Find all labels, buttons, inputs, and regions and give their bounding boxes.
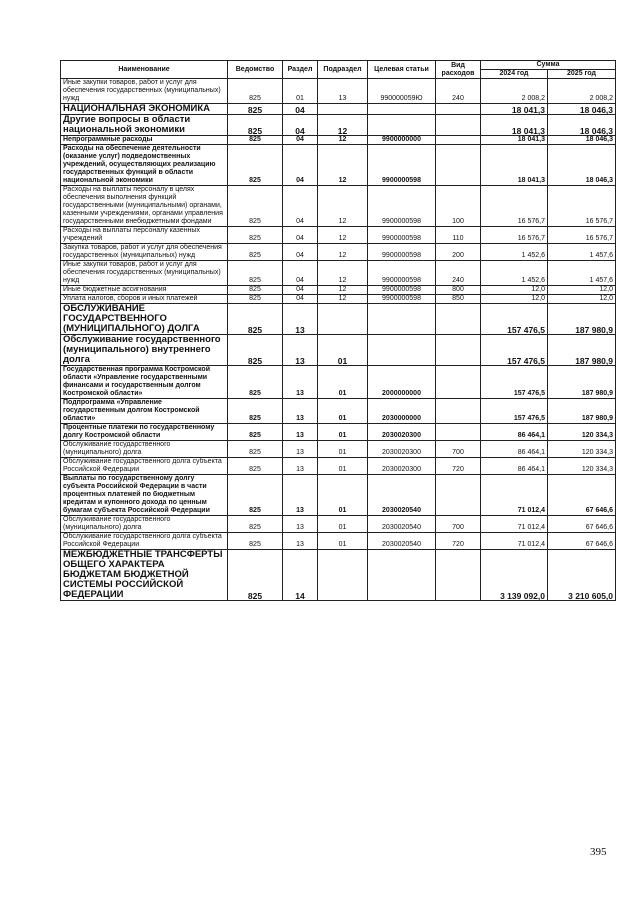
table-row <box>61 458 616 475</box>
cell-name: Процентные платежи по государственному долгу Костромской области <box>61 424 228 441</box>
cell-name: Обслуживание государственного (муниципального) долга <box>61 516 228 533</box>
cell-name: Выплаты по государственному долгу субъекта Российской Федерации в части процентных платежей по бюджетным кредитам и купонного дохода по ценным бумагам субъекта Российской Федерации <box>61 475 228 516</box>
cell-sum-2024: 1 452,6 <box>481 244 548 261</box>
col-name-header: Наименование <box>61 61 228 79</box>
cell-vid <box>436 366 481 399</box>
table-row <box>61 441 616 458</box>
table-row <box>61 424 616 441</box>
cell-vid: 240 <box>436 79 481 104</box>
cell-vid <box>436 104 481 115</box>
cell-podrazdel: 13 <box>318 79 368 104</box>
cell-sum-2025: 16 576,7 <box>548 227 616 244</box>
cell-sum-2024: 16 576,7 <box>481 227 548 244</box>
cell-vedomstvo: 825 <box>228 286 283 295</box>
cell-vid: 110 <box>436 227 481 244</box>
cell-sum-2024: 157 476,5 <box>481 399 548 424</box>
cell-razdel: 13 <box>283 424 318 441</box>
cell-vid <box>436 475 481 516</box>
cell-name: Расходы на выплаты персоналу в целях обеспечения выполнения функций государственными (муниципальными) органами, казенными учреждениями, органами управления государственными внебюджетными фондами <box>61 186 228 227</box>
cell-vedomstvo: 825 <box>228 261 283 286</box>
table-row <box>61 533 616 550</box>
table-header <box>61 61 616 79</box>
cell-razdel: 13 <box>283 516 318 533</box>
cell-sum-2024: 16 576,7 <box>481 186 548 227</box>
cell-vid <box>436 304 481 335</box>
cell-statya <box>368 115 436 136</box>
cell-vid <box>436 550 481 601</box>
cell-podrazdel: 01 <box>318 366 368 399</box>
cell-vedomstvo: 825 <box>228 145 283 186</box>
cell-sum-2025: 2 008,2 <box>548 79 616 104</box>
cell-vedomstvo: 825 <box>228 79 283 104</box>
cell-sum-2024: 12,0 <box>481 286 548 295</box>
cell-podrazdel <box>318 104 368 115</box>
cell-vedomstvo: 825 <box>228 335 283 366</box>
cell-vedomstvo: 825 <box>228 424 283 441</box>
cell-sum-2025: 12,0 <box>548 286 616 295</box>
cell-razdel: 04 <box>283 115 318 136</box>
table-row <box>61 244 616 261</box>
cell-vid: 800 <box>436 286 481 295</box>
table-row <box>61 261 616 286</box>
cell-podrazdel: 01 <box>318 458 368 475</box>
cell-vedomstvo: 825 <box>228 186 283 227</box>
cell-sum-2024: 18 041,3 <box>481 136 548 145</box>
col-vedomstvo-header: Ведомство <box>228 61 283 79</box>
cell-vid <box>436 136 481 145</box>
cell-sum-2025: 3 210 605,0 <box>548 550 616 601</box>
col-razdel-header: Раздел <box>283 61 318 79</box>
cell-name: МЕЖБЮДЖЕТНЫЕ ТРАНСФЕРТЫ ОБЩЕГО ХАРАКТЕРА БЮДЖЕТАМ БЮДЖЕТНОЙ СИСТЕМЫ РОССИЙСКОЙ ФЕДЕРАЦИИ <box>61 550 228 601</box>
cell-sum-2025: 187 980,9 <box>548 366 616 399</box>
cell-name: Иные закупки товаров, работ и услуг для обеспечения государственных (муниципальных) нужд <box>61 79 228 104</box>
cell-statya: 2030020540 <box>368 516 436 533</box>
cell-name: Закупка товаров, работ и услуг для обеспечения государственных (муниципальных) нужд <box>61 244 228 261</box>
cell-podrazdel: 12 <box>318 261 368 286</box>
cell-vid: 240 <box>436 261 481 286</box>
cell-name: Подпрограмма «Управление государственным долгом Костромской области» <box>61 399 228 424</box>
cell-sum-2025: 18 046,3 <box>548 145 616 186</box>
cell-podrazdel: 01 <box>318 475 368 516</box>
cell-statya: 2000000000 <box>368 366 436 399</box>
cell-sum-2025: 12,0 <box>548 295 616 304</box>
cell-name: Обслуживание государственного (муниципального) внутреннего долга <box>61 335 228 366</box>
cell-statya: 990000059Ю <box>368 79 436 104</box>
table-row <box>61 550 616 601</box>
cell-podrazdel <box>318 304 368 335</box>
cell-name: Непрограммные расходы <box>61 136 228 145</box>
cell-statya: 2030020300 <box>368 458 436 475</box>
cell-razdel: 14 <box>283 550 318 601</box>
cell-vid: 720 <box>436 533 481 550</box>
cell-sum-2024: 1 452,6 <box>481 261 548 286</box>
cell-podrazdel: 01 <box>318 441 368 458</box>
cell-razdel: 04 <box>283 295 318 304</box>
cell-podrazdel: 12 <box>318 136 368 145</box>
cell-sum-2024: 157 476,5 <box>481 335 548 366</box>
cell-sum-2024: 3 139 092,0 <box>481 550 548 601</box>
col-year2-header: 2025 год <box>548 70 616 79</box>
cell-sum-2024: 71 012,4 <box>481 475 548 516</box>
cell-podrazdel: 01 <box>318 533 368 550</box>
cell-sum-2025: 67 646,6 <box>548 516 616 533</box>
table-row <box>61 366 616 399</box>
cell-vid <box>436 399 481 424</box>
cell-name: Расходы на обеспечение деятельности (оказание услуг) подведомственных учреждений, осуществляющих реализацию государственных функций в области национальной экономики <box>61 145 228 186</box>
cell-razdel: 04 <box>283 261 318 286</box>
cell-name: ОБСЛУЖИВАНИЕ ГОСУДАРСТВЕННОГО (МУНИЦИПАЛЬНОГО) ДОЛГА <box>61 304 228 335</box>
cell-name: Государственная программа Костромской области «Управление государственными финансами и государственным долгом Костромской области» <box>61 366 228 399</box>
cell-sum-2025: 18 046,3 <box>548 136 616 145</box>
cell-name: Обслуживание государственного долга субъекта Российской Федерации <box>61 458 228 475</box>
cell-razdel: 13 <box>283 441 318 458</box>
cell-name: Иные бюджетные ассигнования <box>61 286 228 295</box>
cell-name: НАЦИОНАЛЬНАЯ ЭКОНОМИКА <box>61 104 228 115</box>
cell-sum-2025: 1 457,6 <box>548 244 616 261</box>
cell-statya: 9900000598 <box>368 186 436 227</box>
cell-podrazdel: 01 <box>318 335 368 366</box>
table-row <box>61 335 616 366</box>
cell-sum-2025: 120 334,3 <box>548 458 616 475</box>
col-summa-header: Сумма <box>481 61 616 70</box>
table-row <box>61 186 616 227</box>
cell-podrazdel: 01 <box>318 399 368 424</box>
cell-podrazdel: 12 <box>318 145 368 186</box>
cell-statya: 2030000000 <box>368 399 436 424</box>
cell-sum-2025: 18 046,3 <box>548 104 616 115</box>
cell-statya: 9900000598 <box>368 261 436 286</box>
cell-statya: 9900000598 <box>368 227 436 244</box>
table-row <box>61 399 616 424</box>
cell-razdel: 04 <box>283 227 318 244</box>
cell-vid <box>436 145 481 186</box>
cell-razdel: 04 <box>283 186 318 227</box>
cell-vid: 700 <box>436 441 481 458</box>
cell-vedomstvo: 825 <box>228 550 283 601</box>
cell-razdel: 04 <box>283 286 318 295</box>
cell-razdel: 04 <box>283 145 318 186</box>
cell-statya: 9900000598 <box>368 244 436 261</box>
cell-name: Уплата налогов, сборов и иных платежей <box>61 295 228 304</box>
cell-razdel: 13 <box>283 304 318 335</box>
cell-razdel: 13 <box>283 335 318 366</box>
cell-vid: 850 <box>436 295 481 304</box>
cell-sum-2024: 157 476,5 <box>481 366 548 399</box>
table-row <box>61 286 616 295</box>
cell-vid: 700 <box>436 516 481 533</box>
cell-name: Иные закупки товаров, работ и услуг для обеспечения государственных (муниципальных) нужд <box>61 261 228 286</box>
cell-razdel: 13 <box>283 366 318 399</box>
cell-podrazdel <box>318 550 368 601</box>
cell-razdel: 13 <box>283 533 318 550</box>
cell-name: Обслуживание государственного долга субъекта Российской Федерации <box>61 533 228 550</box>
cell-razdel: 13 <box>283 458 318 475</box>
cell-sum-2024: 71 012,4 <box>481 533 548 550</box>
cell-statya: 9900000000 <box>368 136 436 145</box>
table-row <box>61 516 616 533</box>
col-year1-header: 2024 год <box>481 70 548 79</box>
cell-vedomstvo: 825 <box>228 115 283 136</box>
cell-razdel: 04 <box>283 104 318 115</box>
cell-vedomstvo: 825 <box>228 516 283 533</box>
table-row <box>61 115 616 136</box>
cell-statya <box>368 335 436 366</box>
cell-razdel: 04 <box>283 244 318 261</box>
col-podrazdel-header: Подраздел <box>318 61 368 79</box>
cell-vedomstvo: 825 <box>228 227 283 244</box>
cell-statya: 9900000598 <box>368 145 436 186</box>
cell-sum-2024: 18 041,3 <box>481 104 548 115</box>
cell-vid: 720 <box>436 458 481 475</box>
cell-vedomstvo: 825 <box>228 244 283 261</box>
cell-sum-2025: 16 576,7 <box>548 186 616 227</box>
col-statya-header: Целевая статьи <box>368 61 436 79</box>
cell-vid: 100 <box>436 186 481 227</box>
cell-sum-2024: 71 012,4 <box>481 516 548 533</box>
table-row <box>61 475 616 516</box>
cell-sum-2024: 86 464,1 <box>481 441 548 458</box>
cell-statya <box>368 550 436 601</box>
cell-razdel: 04 <box>283 136 318 145</box>
cell-vedomstvo: 825 <box>228 104 283 115</box>
cell-vid <box>436 335 481 366</box>
cell-podrazdel: 12 <box>318 244 368 261</box>
cell-sum-2025: 120 334,3 <box>548 424 616 441</box>
cell-vedomstvo: 825 <box>228 304 283 335</box>
cell-razdel: 13 <box>283 399 318 424</box>
cell-vid: 200 <box>436 244 481 261</box>
cell-name: Расходы на выплаты персоналу казенных учреждений <box>61 227 228 244</box>
cell-podrazdel: 12 <box>318 186 368 227</box>
cell-sum-2024: 12,0 <box>481 295 548 304</box>
cell-vedomstvo: 825 <box>228 475 283 516</box>
table-row <box>61 145 616 186</box>
cell-sum-2024: 18 041,3 <box>481 115 548 136</box>
table-row <box>61 136 616 145</box>
cell-podrazdel: 01 <box>318 424 368 441</box>
cell-podrazdel: 12 <box>318 115 368 136</box>
cell-sum-2024: 2 008,2 <box>481 79 548 104</box>
cell-sum-2025: 67 646,6 <box>548 533 616 550</box>
cell-vedomstvo: 825 <box>228 458 283 475</box>
cell-name: Обслуживание государственного (муниципального) долга <box>61 441 228 458</box>
cell-sum-2025: 187 980,9 <box>548 335 616 366</box>
cell-sum-2024: 86 464,1 <box>481 424 548 441</box>
cell-sum-2025: 1 457,6 <box>548 261 616 286</box>
cell-vid <box>436 115 481 136</box>
cell-statya: 2030020540 <box>368 533 436 550</box>
cell-vedomstvo: 825 <box>228 399 283 424</box>
cell-podrazdel: 12 <box>318 286 368 295</box>
page-number: 395 <box>590 846 607 858</box>
budget-table <box>60 60 616 601</box>
cell-sum-2024: 18 041,3 <box>481 145 548 186</box>
table-row <box>61 104 616 115</box>
table-row <box>61 79 616 104</box>
cell-razdel: 13 <box>283 475 318 516</box>
cell-sum-2024: 86 464,1 <box>481 458 548 475</box>
cell-statya: 9900000598 <box>368 295 436 304</box>
cell-sum-2025: 187 980,9 <box>548 399 616 424</box>
cell-podrazdel: 01 <box>318 516 368 533</box>
cell-vedomstvo: 825 <box>228 533 283 550</box>
cell-statya: 2030020300 <box>368 424 436 441</box>
table-body <box>61 79 616 601</box>
cell-sum-2024: 157 476,5 <box>481 304 548 335</box>
cell-name: Другие вопросы в области национальной экономики <box>61 115 228 136</box>
cell-sum-2025: 187 980,9 <box>548 304 616 335</box>
cell-sum-2025: 67 646,6 <box>548 475 616 516</box>
cell-statya: 2030020300 <box>368 441 436 458</box>
cell-podrazdel: 12 <box>318 295 368 304</box>
cell-vedomstvo: 825 <box>228 136 283 145</box>
col-vid-header: Вид расходов <box>436 61 481 79</box>
cell-statya <box>368 304 436 335</box>
cell-vedomstvo: 825 <box>228 366 283 399</box>
cell-statya: 9900000598 <box>368 286 436 295</box>
cell-statya <box>368 104 436 115</box>
table-row <box>61 227 616 244</box>
cell-sum-2025: 120 334,3 <box>548 441 616 458</box>
cell-sum-2025: 18 046,3 <box>548 115 616 136</box>
cell-vid <box>436 424 481 441</box>
cell-razdel: 01 <box>283 79 318 104</box>
cell-podrazdel: 12 <box>318 227 368 244</box>
cell-statya: 2030020540 <box>368 475 436 516</box>
table-row <box>61 304 616 335</box>
cell-vedomstvo: 825 <box>228 441 283 458</box>
cell-vedomstvo: 825 <box>228 295 283 304</box>
